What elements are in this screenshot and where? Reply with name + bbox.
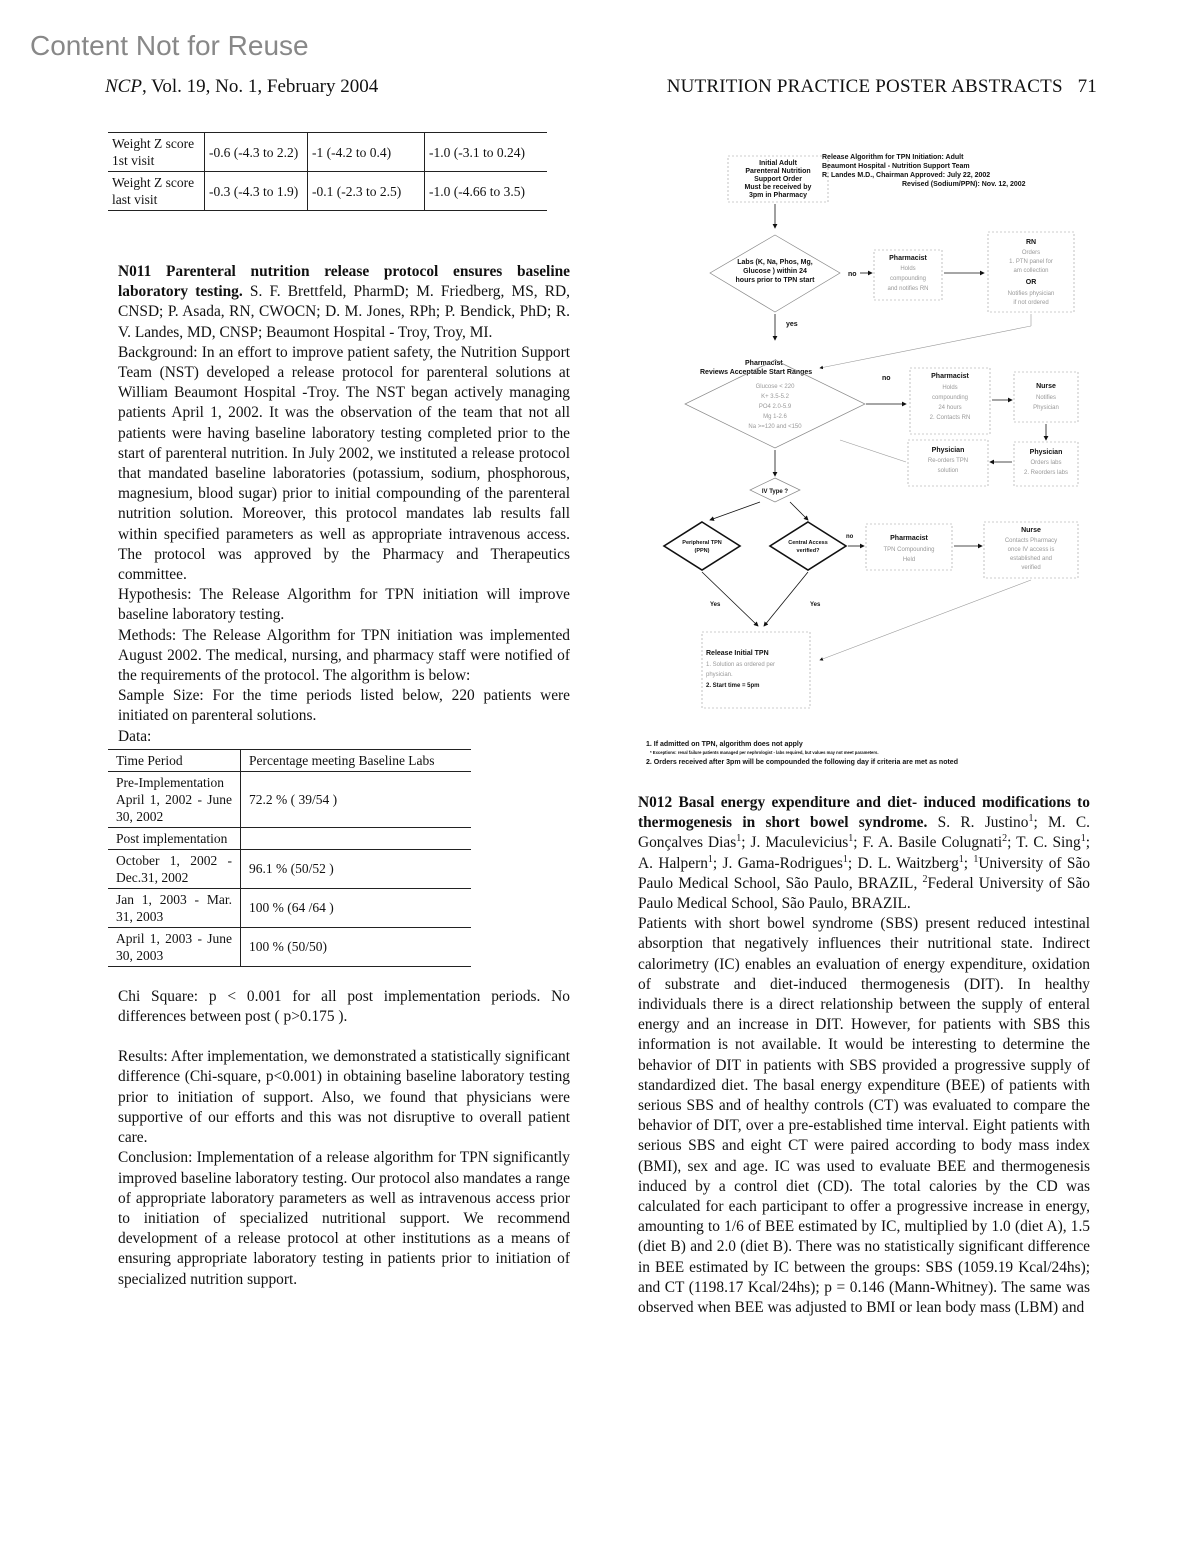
rn-notify-line: if not ordered [1013,300,1049,306]
abstract-heading [638,793,1090,914]
author: ; A. Halpern [638,834,1090,872]
table-header: Time Period [108,749,241,771]
abstract-authors: S. F. Brettfeld, PharmD; M. Friedberg, MS, RD, CNSD; P. Asada, RN, CWOCN; D. M. Jones, RPh; P. Bendick, PhD; R. V. Landes, MD, CNSP; Beaumont Hospital - Troy, Troy, MI. [118,283,570,341]
table-cell: October 1, 2002 - Dec.31, 2002 [108,849,241,888]
nurse3-line: Contacts Pharmacy [1004,538,1058,544]
abstract-title: N011 Parenteral nutrition release protocol ensures baseline laboratory testing. [118,263,570,301]
affiliation-mark: 1 [1080,833,1086,845]
physician-label: Physician [1029,449,1063,456]
labs-line: hours prior to TPN start [735,277,815,284]
pharm2-line: Holds [942,385,958,391]
conclusion-paragraph: Conclusion: Implementation of a release algorithm for TPN significantly improved baseline laboratory testing. Our protocol also mandates a range of appropriate laboratory parameters as well as intravenous access prior to initiation of specialized nutritional support. We recommend development of a release protocol at other institutions as a means of ensuring appropriate laboratory testing in patients prior to initiation of specialized nutrition support. [118,1149,570,1288]
range-line: K+ 3.5-5.2 [761,394,789,400]
table-row [108,172,547,211]
abstract-n011 [118,262,570,1290]
separator: ; [963,854,974,872]
nurse-line: Notifies [1035,395,1057,401]
nurse-label: Nurse [1021,527,1041,534]
table-row [108,927,471,966]
peripheral-line: (PPN) [694,548,710,554]
nurse3-line: once IV access is [1007,547,1055,553]
table-cell: -1.0 (-3.1 to 0.24) [425,133,548,172]
chi-square-paragraph: Chi Square: p < 0.001 for all post implementation periods. No differences between post ( p>0.175 ). [118,987,570,1026]
rn-orders-line: 1. PTN panel for [1009,259,1053,265]
pharm3-line: TPN Compounding [883,547,935,553]
abstract-title: N012 Basal energy expenditure and diet- induced modifications to thermogenesis in short bowel syndrome. [638,794,1090,832]
author: ; J. Maculevicius [741,834,849,852]
table-cell: Jan 1, 2003 - Mar. 31, 2003 [108,888,241,927]
data-label: Data: [118,727,152,745]
no-label: no [882,375,891,382]
peripheral-diamond [664,522,740,570]
table-cell: Post implementation [108,827,241,849]
body-paragraph: Patients with short bowel syndrome (SBS) present reduced intestinal absorption that negatively influences their nutritional state. Indirect calorimetry (IC) enables an evaluation of energy expenditure, oxidation of substrate and diet-induced thermogenesis (DIT). In healthy individuals there is a direct relationship between the supply of enteral energy and an increase in DIT. However, for patients with SBS this information is not available. It would be interesting to determine the behavior of DIT in patients with SBS provided a progressive supply of standardized diet. The basal energy expenditure (BEE) of patients with serious SBS and of healthy controls (CT) was evaluated to compare the behavior of DIT, over a pre-established time interval. Eight patients with serious SBS and eight CT were paired according to body mass index (BMI), sex and age. IC was used to evaluate BEE and thermogenesis induced by a control diet (CD). The total calories by the CD was calculated for each participant to offer a progressive increase in energy, amounting to 1/6 of BEE estimated by IC, multiplied by 1.0 (diet A), 1.5 (diet B) and 2.0 (diet B). There was no statistically significant difference in BEE estimated by IC between the groups: SBS (1059.19 Kcal/24hs); and CT (1198.17 Kcal/24hs); p = 0.146 (Mann-Whitney). The same was observed when BEE was adjusted to BMI or lean body mass (LBM) and [638,915,1090,1317]
table-header: Percentage meeting Baseline Labs [241,749,472,771]
pharmacist-label: Pharmacist [889,255,927,262]
pharm2-line: 24 hours [938,405,962,411]
table-cell: 100 % (50/50) [241,927,472,966]
footnote: * Exceptions: renal failure patients managed per nephrologist - labs required, but values may not meet parameters. [650,750,879,755]
pharm-hold-line: compounding [889,276,927,282]
initial-order-line: Must be received by [744,184,812,191]
nurse3-line: verified [1021,565,1041,571]
release-algorithm-flowchart [640,140,1100,780]
page-number: 71 [1077,76,1097,97]
labs-line: Labs (K, Na, Phos, Mg, [737,259,813,266]
author: ; T. C. Sing [1007,834,1081,852]
footnote: 1. If admitted on TPN, algorithm does not apply [646,741,803,748]
abstract-n012 [638,793,1090,1318]
central-line: verified? [796,548,820,554]
reviews-line: Pharmacist [745,360,783,367]
journal-name: NCP [105,76,142,97]
affiliation: Federal University of São Paulo Medical School, São Paulo, BRAZIL. [638,874,1090,913]
central-line: Central Access [788,540,828,546]
rn-notify-line: Notifies physician [1007,291,1055,297]
table-cell: Weight Z score 1st visit [108,133,205,172]
iv-type-label: IV Type ? [761,489,789,495]
pharm2-line: compounding [931,395,969,401]
table-cell: -0.6 (-4.3 to 2.2) [205,133,308,172]
table-cell: Weight Z score last visit [108,172,205,211]
initial-order-line: 3pm in Pharmacy [749,192,807,199]
baseline-labs-table [108,749,471,967]
author: ; M. C. Gonçalves Dias [638,814,1090,852]
table-cell: -0.3 (-4.3 to 1.9) [205,172,308,211]
rn-label: RN [1025,239,1037,246]
author: ; D. L. Waitzberg [847,854,959,872]
pharm-hold-line: Holds [900,266,916,272]
release-line: 1. Solution as ordered per [706,662,776,668]
table-cell: 72.2 % ( 39/54 ) [241,771,472,827]
table-row [108,888,471,927]
or-label: OR [1025,279,1037,286]
physician-line: Orders labs [1030,460,1062,466]
reviews-line: Reviews Acceptable Start Ranges [700,369,813,376]
physician-line: solution [937,468,959,474]
release-line: 2. Start time = 5pm [706,683,760,689]
volume-issue: , Vol. 19, No. 1, February 2004 [141,76,379,97]
footnote: 2. Orders received after 3pm will be compounded the following day if criteria are met as noted [646,759,958,766]
table-cell: -1.0 (-4.66 to 3.5) [425,172,548,211]
author: S. R. Justino [927,814,1029,832]
physician-line: Re-orders TPN [927,458,969,464]
watermark: Content Not for Reuse [30,30,309,61]
table-cell: April 1, 2003 - June 30, 2003 [108,927,241,966]
affiliation: University of São Paulo Medical School, São Paulo, BRAZIL, [638,854,1091,892]
table-row [108,849,471,888]
algorithm-heading-line: Revised (Sodium/PPN): Nov. 12, 2002 [902,181,1026,188]
affiliation-mark: 1 [1028,813,1034,825]
pharmacist-label: Pharmacist [890,535,928,542]
table-cell: Pre-Implementation April 1, 2002 - June 30, 2002 [108,771,241,827]
affiliation-mark: 1 [848,833,854,845]
central-access-diamond [770,522,846,570]
nurse-line: Physician [1033,405,1059,411]
pharm2-line: 2. Contacts RN [929,415,971,421]
yes-label: yes [786,321,798,328]
no-label: no [848,271,857,278]
section-title: NUTRITION PRACTICE POSTER ABSTRACTS [666,76,1063,97]
results-paragraph: Results: After implementation, we demonstrated a statistically significant difference (Chi-square, p<0.001) in obtaining baseline laboratory testing prior to initiation of support. Also, we found that physicians were supportive of our efforts and this was not disruptive to overall patient care. [118,1048,570,1147]
table-cell: 100 % (64 /64 ) [241,888,472,927]
running-header-section [667,76,1097,98]
initial-order-line: Parenteral Nutrition [745,168,811,175]
abstract-heading [118,262,570,343]
affiliation-mark: 2 [922,873,928,885]
affiliation-mark: 1 [842,853,848,865]
rn-orders-line: Orders [1021,250,1041,256]
algorithm-heading-line: Beaumont Hospital - Nutrition Support Team [822,163,970,170]
author: ; J. Gama-Rodrigues [712,854,843,872]
initial-order-line: Support Order [754,176,802,183]
nurse3-line: established and [1009,556,1053,562]
nurse-label: Nurse [1036,383,1056,390]
no-label: no [846,534,854,540]
affiliation-mark: 2 [1002,833,1008,845]
release-box [702,632,810,708]
affiliation-mark: 1 [736,833,742,845]
methods-paragraph: Methods: The Release Algorithm for TPN initiation was implemented August 2002. The medical, nursing, and pharmacy staff were notified of the requirements of the protocol. The algorithm is below: [118,626,570,685]
table-cell: -0.1 (-2.3 to 2.5) [308,172,425,211]
table-row [108,827,471,849]
peripheral-line: Peripheral TPN [682,540,722,546]
range-line: PO4 2.0-5.9 [758,404,792,410]
table-cell: -1 (-4.2 to 0.4) [308,133,425,172]
labs-line: Glucose ) within 24 [743,268,807,275]
table-row [108,771,471,827]
table-header-row [108,749,471,771]
release-label: Release Initial TPN [706,650,769,657]
running-header-journal [105,76,378,98]
table-cell: 96.1 % (50/52 ) [241,849,472,888]
physician-line: 2. Reorders labs [1023,470,1069,476]
table-row [108,133,547,172]
sample-paragraph: Sample Size: For the time periods listed below, 220 patients were initiated on parenteral solutions. [118,687,570,725]
physician-label: Physician [931,447,965,454]
initial-order-line: Initial Adult [759,160,797,167]
affiliation-mark: 1 [973,853,979,865]
pharmacist-label: Pharmacist [931,373,969,380]
algorithm-heading-line: Release Algorithm for TPN Initiation: Adult [822,154,964,161]
pharm3-line: Held [902,557,916,563]
author: ; F. A. Basile Colugnati [853,834,1003,852]
yes-label: Yes [810,602,821,608]
yes-label: Yes [710,602,721,608]
affiliation-mark: 1 [707,853,713,865]
hypothesis-paragraph: Hypothesis: The Release Algorithm for TPN initiation will improve baseline laboratory testing. [118,586,570,624]
background-paragraph: Background: In an effort to improve patient safety, the Nutrition Support Team (NST) developed a release protocol for parenteral solutions at William Beaumont Hospital -Troy. The NST began actively managing patients April 1, 2002. It was the observation of the team that not all patients were having baseline laboratory testing completed prior to the start of parenteral nutrition. In July 2002, we instituted a release protocol that mandated baseline laboratories (potassium, sodium, phosphorous, magnesium, blood sugar) prior to initial compounding of the parenteral nutrition solution. Moreover, this protocol mandates lab results fall within specified parameters as well as appropriate intravenous access. The protocol was approved by the Pharmacy and Therapeutics committee. [118,343,570,584]
rn-orders-line: am collection [1013,268,1049,274]
release-line: physician. [706,672,733,678]
pharm-hold-line: and notifies RN [887,286,929,292]
table-cell [241,827,472,849]
affiliation-mark: 1 [958,853,964,865]
weight-z-table [108,132,547,211]
range-line: Glucose < 220 [755,384,795,390]
range-line: Na >=120 and <150 [748,424,802,430]
range-line: Mg 1-2.6 [763,414,787,420]
algorithm-heading-line: R. Landes M.D., Chairman Approved: July 22, 2002 [822,172,991,179]
